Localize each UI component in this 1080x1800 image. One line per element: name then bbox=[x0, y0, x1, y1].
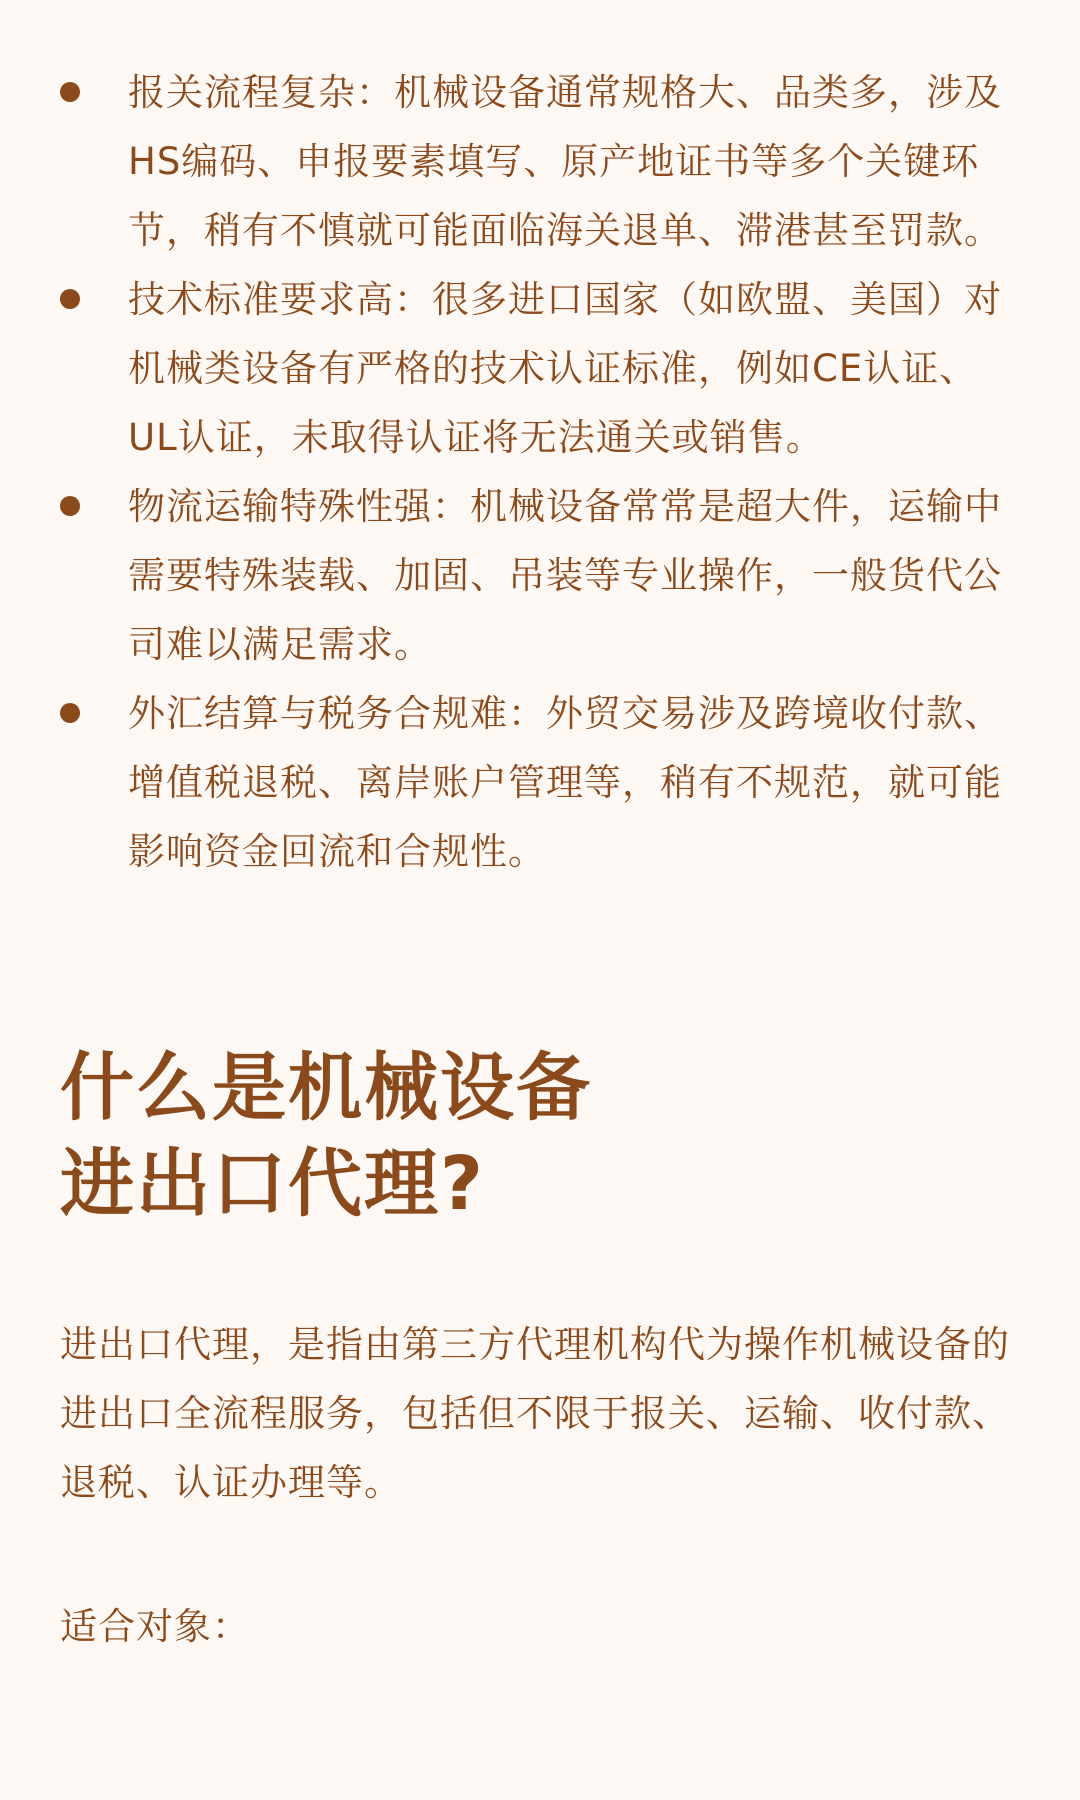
list-item bbox=[60, 679, 1020, 886]
list-item-text: 报关流程复杂：机械设备通常规格大、品类多，涉及HS编码、申报要素填写、原产地证书等多个关键环节，稍有不慎就可能面临海关退单、滞港甚至罚款。 bbox=[128, 71, 1002, 252]
bullet-icon bbox=[60, 703, 80, 723]
list-item bbox=[60, 58, 1020, 265]
list-item-text: 外汇结算与税务合规难：外贸交易涉及跨境收付款、增值税退税、离岸账户管理等，稍有不规范，就可能影响资金回流和合规性。 bbox=[128, 692, 1002, 873]
list-item bbox=[60, 472, 1020, 679]
list-item bbox=[60, 265, 1020, 472]
definition-paragraph: 进出口代理，是指由第三方代理机构代为操作机械设备的进出口全流程服务，包括但不限于报关、运输、收付款、退税、认证办理等。 bbox=[60, 1323, 1010, 1504]
section-title bbox=[60, 1040, 592, 1232]
challenge-list bbox=[60, 58, 1020, 886]
list-item-text: 物流运输特殊性强：机械设备常常是超大件，运输中需要特殊装载、加固、吊装等专业操作，一般货代公司难以满足需求。 bbox=[128, 485, 1002, 666]
section-title-line-2: 进出口代理? bbox=[60, 1141, 485, 1227]
bullet-icon bbox=[60, 289, 80, 309]
suitable-for-label: 适合对象： bbox=[60, 1605, 250, 1648]
section-title-line-1: 什么是机械设备 bbox=[60, 1045, 592, 1131]
bullet-icon bbox=[60, 496, 80, 516]
list-item-text: 技术标准要求高：很多进口国家（如欧盟、美国）对机械类设备有严格的技术认证标准，例如CE认证、UL认证，未取得认证将无法通关或销售。 bbox=[128, 278, 1002, 459]
bullet-icon bbox=[60, 82, 80, 102]
